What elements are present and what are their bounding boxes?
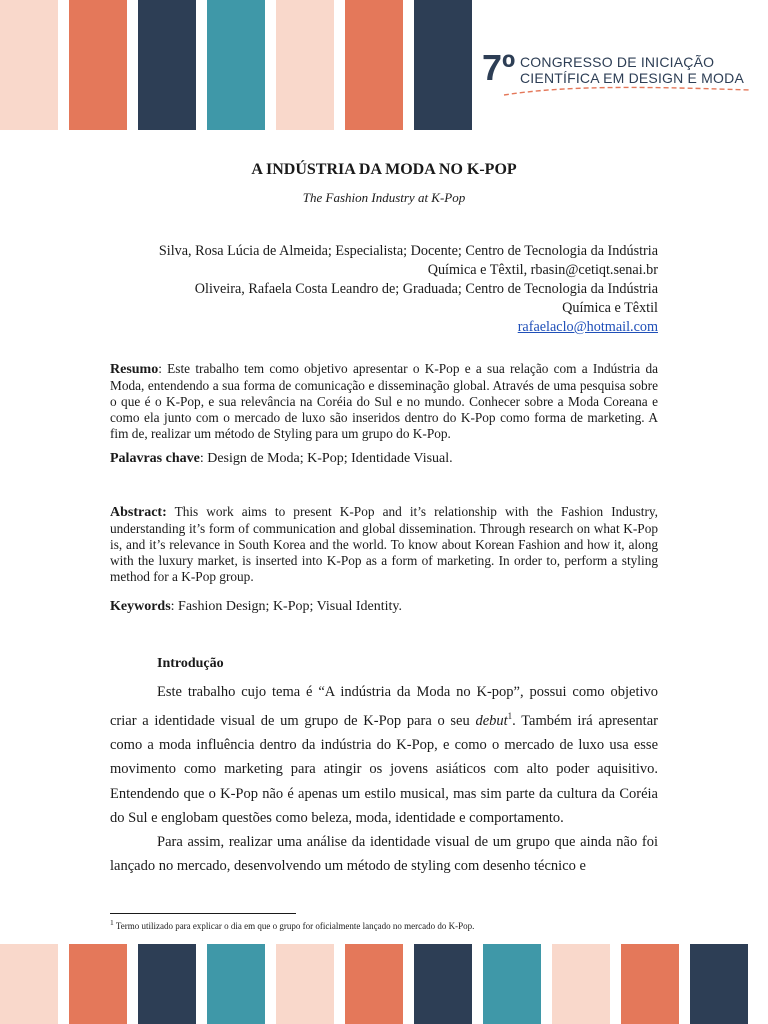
intro-heading: Introdução: [157, 656, 224, 671]
author-block: [98, 242, 658, 337]
author-email-link[interactable]: rafaelaclo@hotmail.com: [517, 319, 658, 335]
intro-p1-start: Este trabalho cujo tema é “A indústria da Moda no K-pop”, possui como objetivo criar a identidade visual de um grupo de K-Pop para o seu: [110, 684, 658, 730]
abstract-text: This work aims to present K-Pop and it’s relationship with the Fashion Industry, understanding it’s form of communication and global dissemination. Through research on what K-Pop is, and it’s relevance in South Korea and the world. To know about Korean Fashion and how it, along with the luxury market, is inserted into K-Pop as a form of marketing. In order to, perform a styling method for a K-Pop group.: [110, 504, 658, 584]
author-2-line-1: Oliveira, Rafaela Costa Leandro de; Graduada; Centro de Tecnologia da Indústria: [194, 281, 658, 297]
stripe-coral: [69, 944, 127, 1024]
footnote-ref[interactable]: 1: [507, 711, 513, 722]
paper-title: A INDÚSTRIA DA MODA NO K-POP: [251, 161, 517, 178]
abstract-label: Abstract:: [110, 505, 167, 520]
palavras-text: : Design de Moda; K-Pop; Identidade Visual.: [199, 451, 453, 466]
logo-line-2: CIENTÍFICA EM DESIGN E MODA: [520, 70, 744, 86]
footnote-divider: [110, 913, 296, 914]
author-1-line-2: Química e Têxtil, rbasin@cetiqt.senai.br: [427, 262, 658, 278]
stripe-teal: [207, 944, 265, 1024]
stripe-navy: [138, 0, 196, 130]
author-1-line-1: Silva, Rosa Lúcia de Almeida; Especialista; Docente; Centro de Tecnologia da Indústria: [158, 243, 658, 259]
stripe-peach: [276, 944, 334, 1024]
keywords: [110, 598, 658, 616]
stripe-teal: [483, 944, 541, 1024]
stripe-peach: [0, 0, 58, 130]
logo-number: 7º: [482, 47, 516, 88]
resumo-label: Resumo: [110, 362, 159, 377]
intro-paragraph-1: [110, 680, 658, 830]
stripe-coral: [345, 0, 403, 130]
resumo-section: [110, 361, 658, 442]
stripe-coral: [345, 944, 403, 1024]
congress-logo: [482, 46, 752, 96]
stripe-coral: [69, 0, 127, 130]
footnote-text: Termo utilizado para explicar o dia em que o grupo for oficialmente lançado no mercado do K-Pop.: [113, 921, 475, 931]
keywords-label: Keywords: [110, 599, 171, 614]
stripe-coral: [621, 944, 679, 1024]
paper-subtitle: The Fashion Industry at K-Pop: [302, 190, 466, 205]
bottom-stripe-band: [0, 944, 768, 1024]
stripe-navy: [414, 0, 472, 130]
logo-swoosh-icon: [502, 84, 752, 98]
stripe-navy: [138, 944, 196, 1024]
intro-paragraph-2: Para assim, realizar uma análise da identidade visual de um grupo que ainda não foi lançado no mercado, desenvolvendo um método de styling com desenho técnico e: [110, 834, 658, 875]
debut-term: debut: [475, 713, 508, 730]
stripe-peach: [552, 944, 610, 1024]
footnote-number: 1: [110, 918, 114, 927]
stripe-peach: [0, 944, 58, 1024]
intro-p1-end: . Também irá apresentar como a moda influência dentro da indústria do K-Pop, e como o mercado de luxo usa esse movimento como marketing para atingir os jovens asiáticos com alto poder aquisitivo. Entendendo que o K-Pop não é apenas um estilo musical, mas sim parte da cultura da Coréia do Sul e englobam questões como beleza, moda, identidade e comportamento.: [110, 713, 658, 826]
footnote: [110, 918, 474, 931]
logo-line-1: CONGRESSO DE INICIAÇÃO: [520, 54, 715, 70]
palavras-chave: [110, 450, 658, 468]
abstract-section: [110, 504, 658, 585]
intro-body: [110, 680, 658, 878]
stripe-navy: [414, 944, 472, 1024]
stripe-navy: [690, 944, 748, 1024]
palavras-label: Palavras chave: [110, 451, 200, 466]
author-2-line-2: Química e Têxtil: [562, 300, 658, 316]
resumo-text: : Este trabalho tem como objetivo apresentar o K-Pop e a sua relação com a Indústria da Moda, entendendo a sua forma de comunicação e disseminação global. Através de uma pesquisa sobre o que é o K-Pop, e sua relevância na Coréia do Sul e no mundo. Conhecer sobre a Moda Coreana e como ela junto com o mercado de luxo são inseridos dentro do K-Pop como forma de marketing. A fim de, realizar um método de Styling para um grupo do K-Pop.: [110, 361, 658, 441]
stripe-peach: [276, 0, 334, 130]
stripe-teal: [207, 0, 265, 130]
keywords-text: : Fashion Design; K-Pop; Visual Identity.: [170, 599, 402, 614]
